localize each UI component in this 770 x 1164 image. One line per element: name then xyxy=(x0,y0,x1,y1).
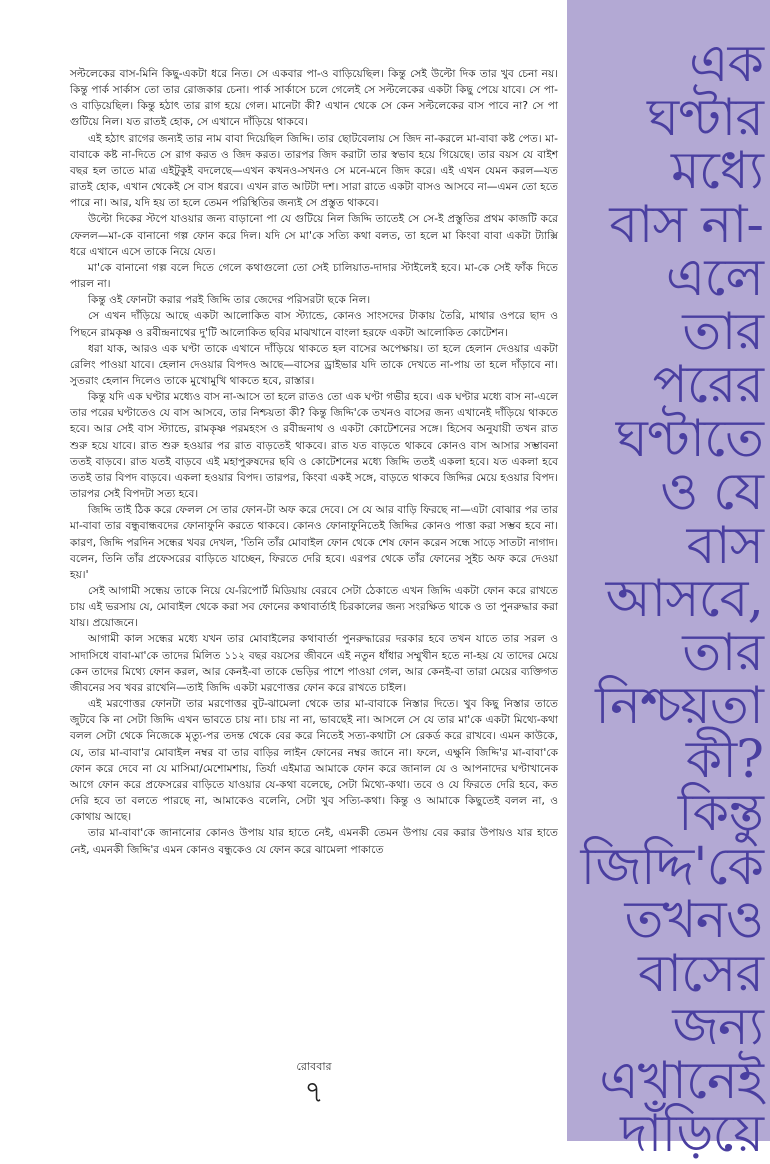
pull-quote-line: ও যে xyxy=(660,462,763,522)
article-body xyxy=(70,66,558,858)
pull-quote-line: নিশ্চয়তা xyxy=(595,676,763,736)
pull-quote-line: এখানেই xyxy=(599,1050,763,1111)
pull-quote-line: তার xyxy=(682,622,763,683)
article-paragraph: কিন্তু যদি এক ঘণ্টার মধ্যেও বাস না-আসে তা হলে রাতও তো এক ঘণ্টা গভীর হবে। এক ঘণ্টার মধ্যে বাস না-এলে তার পরের ঘণ্টাতেও যে বাস আসবে, তার নিশ্চয়তা কী? কিন্তু জিদ্দি'কে তখনও বাসের জন্য এখানেই দাঁড়িয়ে থাকতে হবে। আর সেই বাস স্ট্যান্ডে, রামকৃষ্ণ পরমহংস ও রবীন্দ্রনাথ ও একটা কোটেশনের সঙ্গে। হিসেব অনুযায়ী তখন রাত শুরু হয়ে যাবে। রাত শুরু হওয়ার পর রাত বাড়তেই থাকবে। রাত যত বাড়তে থাকবে কোনও বাস আসার সম্ভাবনা ততই বাড়বে। রাত যতই বাড়বে এই মহাপুরুষদের ছবি ও কোটেশনের মধ্যে জিদ্দি ততই একলা হবে। যত একলা হবে ততই তার বিপদ বাড়বে। একলা হওয়ার বিপদ। তারপর, কিংবা একই সঙ্গে, বাড়তে থাকবে জিদ্দির মেয়ে হওয়ার বিপদ। তারপর সেই বিপদটা সত্য হবে। xyxy=(70,391,558,501)
page-number: ৭ xyxy=(304,1075,324,1110)
pull-quote-line: বাসের xyxy=(638,943,763,1004)
pull-quote-line: ঘণ্টার xyxy=(647,87,763,148)
pull-quote xyxy=(567,34,763,1164)
pull-quote-line: মধ্যে xyxy=(671,141,763,201)
pull-quote-line: পরের xyxy=(652,355,763,415)
article-paragraph: সেই আগামী সন্ধেয় তাকে নিয়ে যে-রিপোর্ট মিডিয়ায় বেরবে সেটা ঠেকাতে এখন জিদ্দি একটা ফোন করে রাখতে চায় এই ভরসায় যে, মোবাইল থেকে করা সব ফোনের কথাবার্তাই চিরকালের জন্য সংরক্ষিত থাকে ও তা পুনরুদ্ধার করা যায়। প্রয়োজনে। xyxy=(70,585,558,630)
pull-quote-line: তার xyxy=(682,301,763,362)
article-paragraph: কিন্তু ওই ফোনটা করার পরই জিদ্দি তার জেদের পরিসরটা ছকে নিল। xyxy=(88,294,371,307)
pull-quote-line: জিদ্দি'কে xyxy=(580,836,763,897)
article-paragraph: এই মরণোত্তর ফোনটা তার মরণোত্তর বুট-ঝামেলা থেকে তার মা-বাবাকে নিস্তার দিতে। খুব কিছু নিস্তার তাতে জুটবে কি না সেটা জিদ্দি এখন ভাবতে চায় না। চায় না না, ভাবছেই না। আসলে সে যে তার মা'কে একটা মিথ্যে-কথা বলল সেটা থেকে নিজেকে মৃত্যু-পর তদন্ত থেকে বের করে নিতেই সত্য-কথাটা সে রেকর্ড করে রাখবে। এমন কাউকে, যে, তার মা-বাবা'র মোবাইল নম্বর বা তার বাড়ির লাইন ফোনের নম্বর জানে না। ফলে, এক্ষুনি জিদ্দি'র মা-বাবা'কে ফোন করে দেবে না যে মাসিমা/মেশোমশায়, তির্যা এইমাত্র আমাকে ফোন করে জানাল যে ও আপনাদের ঘণ্টাখানেক আগে ফোন করে প্রফেসরের বাড়িতে যাওয়ার যে-কথা বলেছে, সেটা মিথ্যে-কথা। তবে ও যে ফিরতে দেরি হবে, কত দেরি হবে তা বলতে পারছে না, আমাকেও বলেনি, সেটা খুব সত্যি-কথা। কিন্তু ও আমাকে কিছুতেই বলল না, ও কোথায় আছে। xyxy=(70,698,558,824)
magazine-name: রোববার xyxy=(296,1060,332,1073)
pull-quote-line: দাঁড়িয়ে xyxy=(620,1104,763,1164)
article-paragraph: সল্টলেকের বাস-মিনি কিছু-একটা ধরে নিত। সে একবার পা-ও বাড়িয়েছিল। কিন্তু সেই উল্টো দিক তার খুব চেনা নয়। কিন্তু পার্ক সার্কাস তো তার রোজকার চেনা। পার্ক সার্কাসে চলে গেলেই সে সল্টলেকের একটা কিছু পেয়ে যাবে। সে পা-ও বাড়িয়েছিল। কিন্তু হঠাৎ তার রাগ হয়ে গেল। মানেটা কী? এখান থেকে সে কেন সল্টলেকের বাস পাবে না? সে পা গুটিয়ে নিল। যত রাতই হোক, সে এখানে দাঁড়িয়ে থাকবে। xyxy=(70,68,558,129)
pull-quote-line: ঘণ্টাতে xyxy=(615,408,763,469)
article-paragraph: উল্টো দিকের স্টপে যাওয়ার জন্য বাড়ানো পা যে গুটিয়ে নিল জিদ্দি তাতেই সে সে-ই প্রস্তুতির প্রথম কাজটি করে ফেলল—মা-কে বানানো গল্প ফোন করে দিল। যদি সে মা'কে সত্যি কথা বলত, তা হলে মা কিংবা বাবা একটা ট্যাক্সি ধরে এখানে এসে তাকে নিয়ে যেত। xyxy=(70,213,558,258)
article-paragraph: সে এখন দাঁড়িয়ে আছে একটা আলোকিত বাস স্ট্যান্ডে, কোনও সাংসদের টাকায় তৈরি, মাথার ওপরে ছাদ ও পিছনে রামকৃষ্ণ ও রবীন্দ্রনাথের দু'টি আলোকিত ছবির মাঝখানে বাংলা হরফে একটা আলোকিত কোটেশন। xyxy=(70,310,558,339)
pull-quote-line: এলে xyxy=(665,248,763,308)
pull-quote-line: কিন্তু xyxy=(677,783,763,843)
article-paragraph: ধরা যাক, আরও এক ঘণ্টা তাকে এখানে দাঁড়িয়ে থাকতে হল বাসের অপেক্ষায়। তা হলে হেলান দেওয়ার একটা রেলিং পাওয়া যাবে। হেলান দেওয়ার বিপদও আছে—বাসের ড্রাইভার যদি তাকে দেখতে না-পায় তা হলে দাঁড়াবে না। সুতরাং হেলান দিলেও তাকে মুখোমুখি থাকতে হবে, রাস্তার। xyxy=(70,342,558,387)
page-footer xyxy=(70,1058,558,1109)
pull-quote-sidebar xyxy=(567,0,770,1164)
pull-quote-line: কী? xyxy=(685,729,763,790)
article-paragraph: জিদ্দি তাই ঠিক করে ফেলল সে তার ফোন-টা অফ করে দেবে। সে যে আর বাড়ি ফিরছে না—এটা বোঝার পর তার মা-বাবা তার বন্ধুবান্ধবদের ফোনাফুনি করতে থাকবে। কোনও ফোনাফুনিতেই জিদ্দির কোনও পাত্তা করা সম্ভব হবে না। কারণ, জিদ্দি পরদিন সন্ধের খবর দেখল, 'তিনি তাঁর মোবাইল ফোন থেকে শেষ ফোন করেন সন্ধে সাড়ে সাতটা নাগাদ। বলেন, তিনি তাঁর প্রফেসরের বাড়িতে যাচ্ছেন, ফিরতে দেরি হবে। এরপর থেকে তাঁর ফোনের সুইচ অফ করে দেওয়া হয়।' xyxy=(70,504,558,581)
article-paragraph: তার মা-বাবা'কে জানানোর কোনও উপায় যার হাতে নেই, এমনকী তেমন উপায় বের করার উপায়ও যার হাতে নেই, এমনকী জিদ্দি'র এমন কোনও বন্ধুকেও যে ফোন করে ঝামেলা পাকাতে xyxy=(70,827,558,856)
pull-quote-line: বাস না- xyxy=(609,194,763,255)
pull-quote-line: তখনও xyxy=(624,890,763,950)
article-paragraph: মা'কে বানানো গল্প বলে দিতে গেলে কথাগুলো তো সেই চালিয়াত-দাদার স্টাইলেই হবে। মা-কে সেই ফাঁক দিতে পারল না। xyxy=(70,261,558,291)
article-paragraph: আগামী কাল সন্ধের মধ্যে যখন তার মোবাইলের কথাবার্তা পুনরুদ্ধারের দরকার হবে তখন যাতে তার সরল ও সাদাসিধে বাবা-মা'কে তাদের মিলিত ১১২ বছর বয়সের জীবনে এই নতুন ধাঁধার সম্মুখীন হতে না-হয় যে তাদের মেয়ে কেন তাদের মিথ্যে ফোন করল, আর কেনই-বা তাকে ভেড়ির পাশে পাওয়া গেল, আর কেনই-বা তারা মেয়ের ব্যক্তিগত জীবনের সব খবর রাখেনি—তাই জিদ্দি একটা মরণোত্তর ফোন করে রাখতে চাইল। xyxy=(70,633,558,694)
article-paragraph: এই হঠাৎ রাগের জন্যই তার নাম বাবা দিয়েছিল জিদ্দি। তার ছোটবেলায় সে জিদ না-করলে মা-বাবা কষ্ট পেত। মা-বাবাকে কষ্ট না-দিতে সে রাগ করত ও জিদ করত। তারপর জিদ করাটা তার স্বভাব হয়ে গিয়েছে। তার বয়স যে বাইশ বছর হল তাতে মাত্র এইটুকুই বদলেছে—এখন কখনও-সখনও সে মনে-মনে জিদ করে। এই এখন যেমন করল—যত রাতই হোক, এখান থেকেই সে বাস ধরবে। এখন রাত আটটা দশ। সারা রাতে একটা বাসও আসবে না—এমন তো হতে পারে না। আর, যদি হয় তা হলে তেমন পরিস্থিতির জন্যই সে প্রস্তুত থাকবে। xyxy=(70,132,558,210)
pull-quote-line: আসবে, xyxy=(605,569,763,629)
pull-quote-line: এক xyxy=(689,34,763,94)
pull-quote-line: বাস xyxy=(686,515,763,576)
pull-quote-line: জন্য xyxy=(672,997,763,1057)
